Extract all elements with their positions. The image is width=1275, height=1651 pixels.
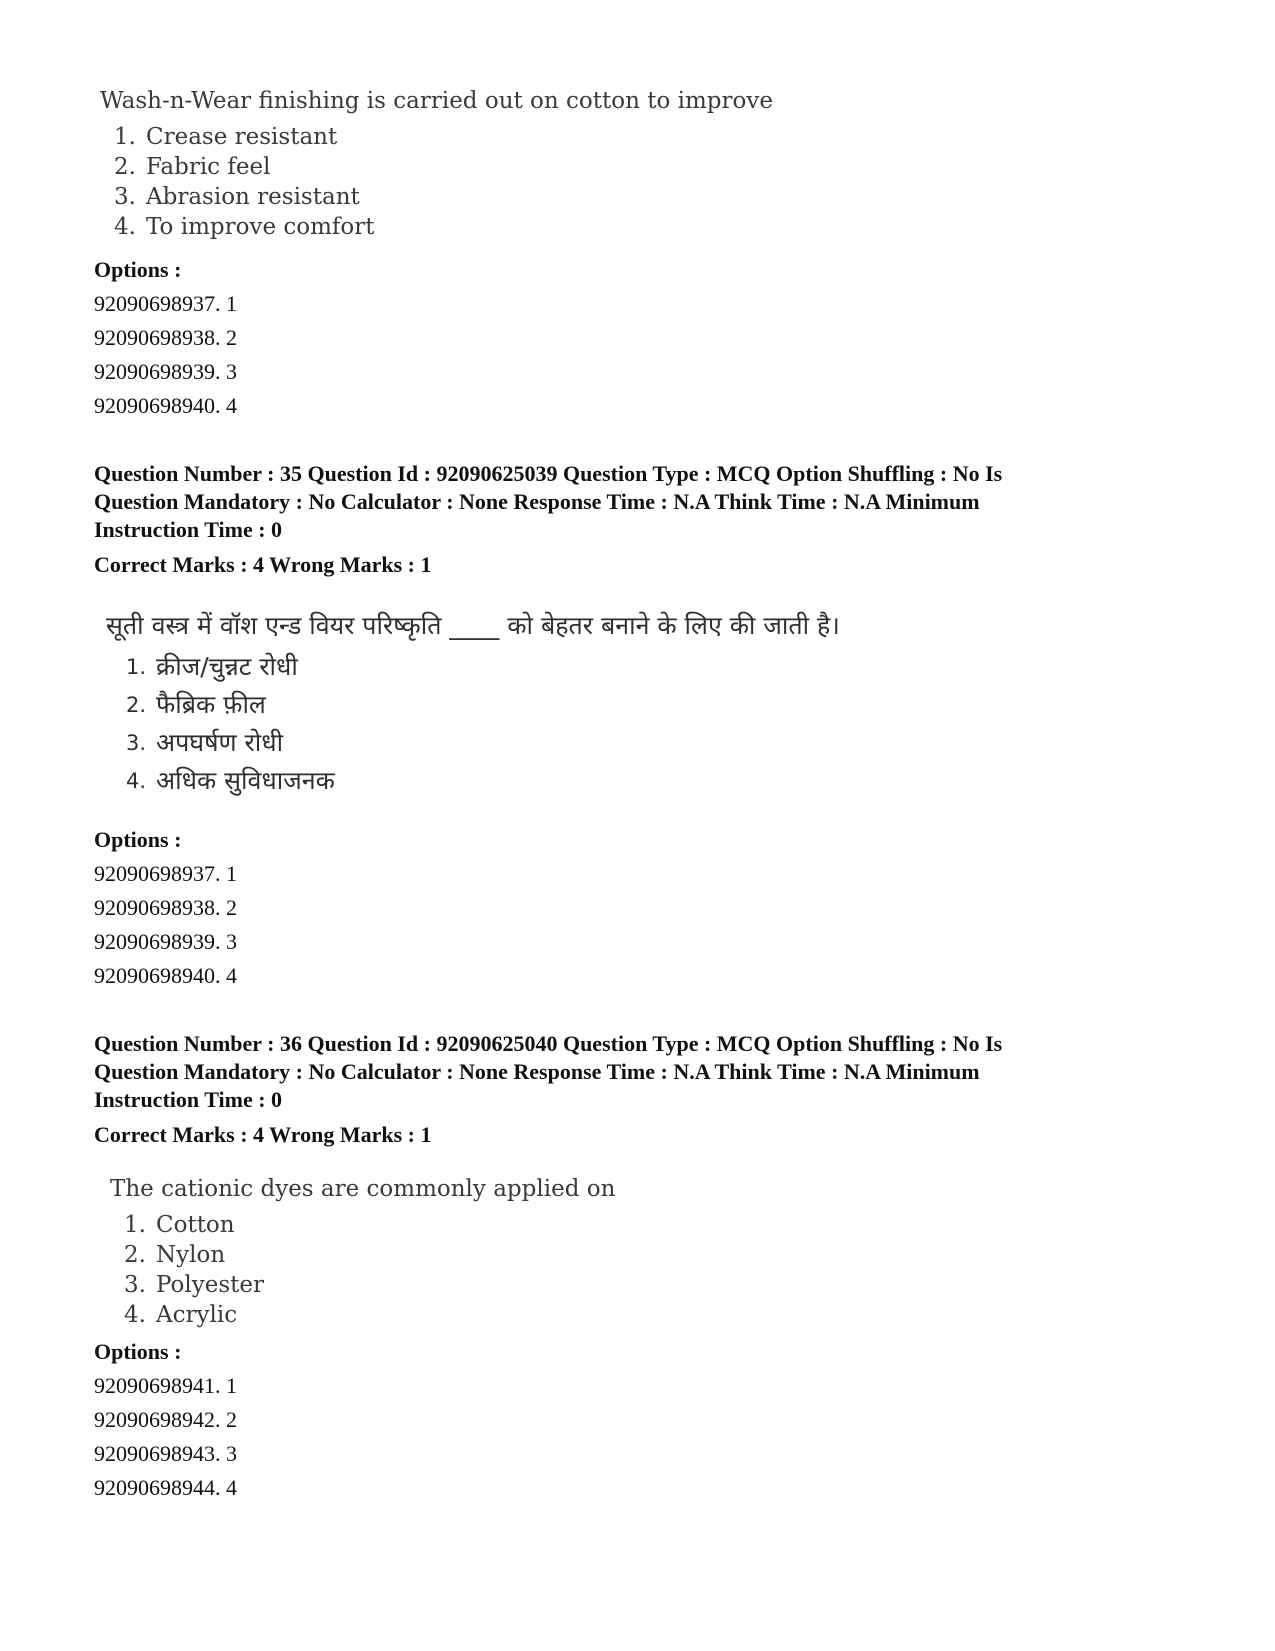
list-item: 4. To improve comfort — [114, 214, 375, 240]
list-item: 3. अपघर्षण रोधी — [125, 728, 284, 757]
question-marks: Correct Marks : 4 Wrong Marks : 1 — [94, 1122, 432, 1147]
q36-question-image — [110, 1174, 615, 1330]
list-item: 4. Acrylic — [124, 1302, 238, 1328]
q36-stem: The cationic dyes are commonly applied on — [110, 1176, 616, 1202]
q35-stem: सूती वस्त्र में वॉश एन्ड वियर परिष्कृति ____ को बेहतर बनाने के लिए की जाती है। — [106, 611, 840, 640]
q35-options — [94, 823, 237, 993]
options-label: Options : — [94, 827, 182, 852]
option-line: 92090698938. 2 — [94, 895, 237, 920]
option-line: 92090698944. 4 — [94, 1475, 237, 1500]
option-line: 92090698937. 1 — [94, 291, 237, 316]
question-meta-line: Question Mandatory : No Calculator : None Response Time : N.A Think Time : N.A Minimum — [94, 1059, 980, 1084]
list-item: 3. Abrasion resistant — [114, 184, 360, 210]
option-line: 92090698943. 3 — [94, 1441, 237, 1466]
q34-choice-list — [100, 122, 773, 242]
q34-stem: Wash-n-Wear finishing is carried out on cotton to improve — [100, 88, 773, 114]
list-item: 4. अधिक सुविधाजनक — [125, 766, 335, 795]
option-line: 92090698939. 3 — [94, 929, 237, 954]
option-line: 92090698938. 2 — [94, 325, 237, 350]
list-item: 2. Fabric feel — [114, 154, 271, 180]
option-line: 92090698940. 4 — [94, 393, 237, 418]
question-meta-line: Question Mandatory : No Calculator : None Response Time : N.A Think Time : N.A Minimum — [94, 489, 980, 514]
question-marks: Correct Marks : 4 Wrong Marks : 1 — [94, 552, 432, 577]
option-line: 92090698940. 4 — [94, 963, 237, 988]
options-label: Options : — [94, 1339, 182, 1364]
question-meta-line: Instruction Time : 0 — [94, 1087, 283, 1112]
option-line: 92090698942. 2 — [94, 1407, 237, 1432]
list-item: 1. क्रीज/चुन्नट रोधी — [125, 652, 298, 681]
list-item: 1. Crease resistant — [114, 124, 338, 150]
q35-header — [94, 460, 1174, 580]
options-label: Options : — [94, 257, 182, 282]
question-meta-line: Question Number : 36 Question Id : 92090625040 Question Type : MCQ Option Shuffling : No Is — [94, 1031, 1003, 1056]
option-line: 92090698939. 3 — [94, 359, 237, 384]
q36-header — [94, 1030, 1174, 1150]
list-item: 3. Polyester — [124, 1272, 265, 1298]
list-item: 1. Cotton — [124, 1212, 235, 1238]
option-line: 92090698937. 1 — [94, 861, 237, 886]
list-item: 2. Nylon — [124, 1242, 226, 1268]
q34-options — [94, 253, 237, 423]
q36-options — [94, 1335, 237, 1505]
q35-choice-list — [110, 648, 840, 800]
q35-question-image — [106, 608, 840, 800]
question-meta-line: Instruction Time : 0 — [94, 517, 283, 542]
list-item: 2. फैब्रिक फ़ील — [125, 690, 266, 719]
option-line: 92090698941. 1 — [94, 1373, 237, 1398]
q36-choice-list — [110, 1210, 615, 1330]
question-meta-line: Question Number : 35 Question Id : 92090625039 Question Type : MCQ Option Shuffling : No Is — [94, 461, 1003, 486]
q34-question-image — [100, 86, 773, 242]
